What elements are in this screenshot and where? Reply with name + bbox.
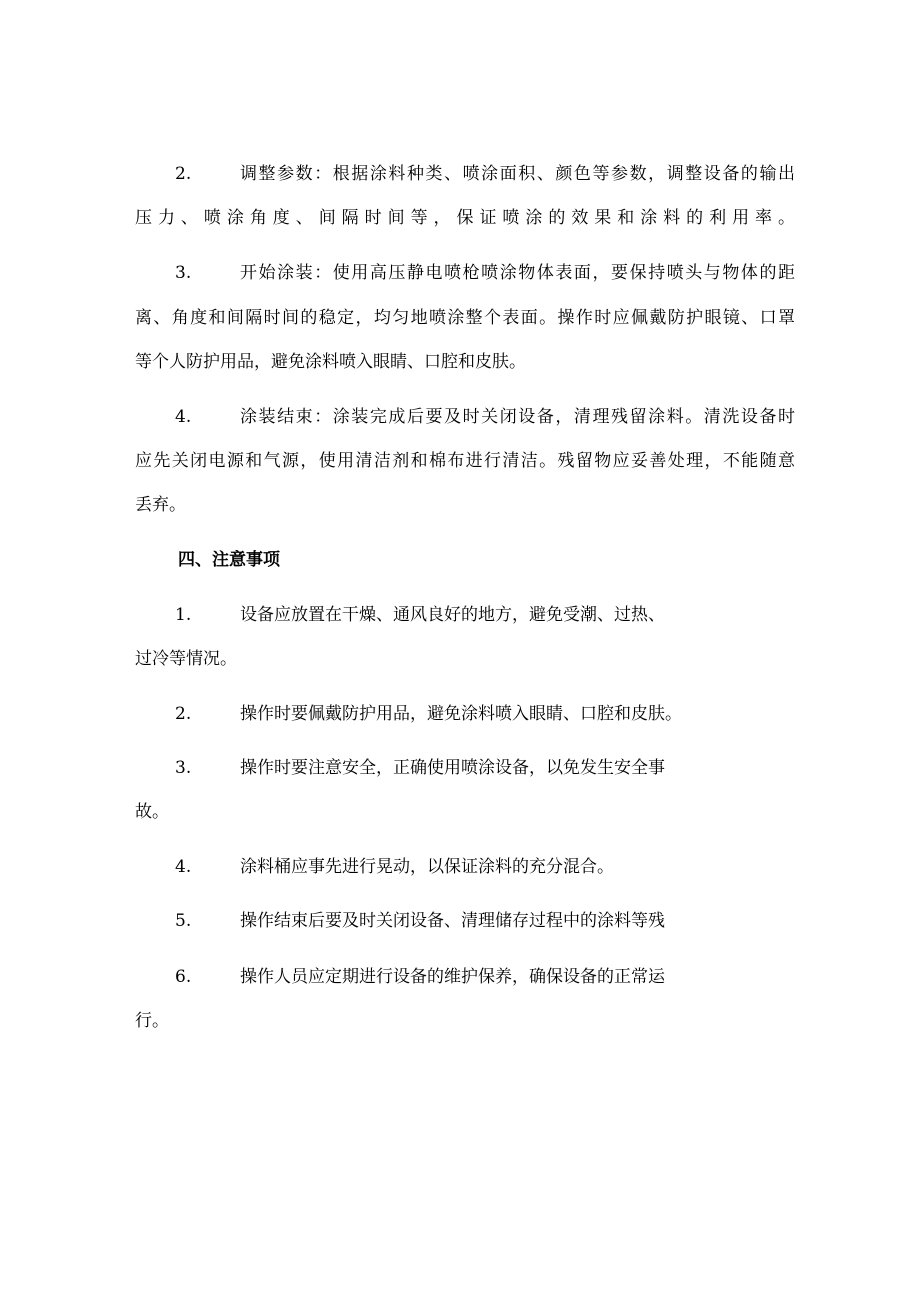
step-text: 调整参数：根据涂料种类、喷涂面积、颜色等参数，调整设备的输出: [240, 164, 795, 184]
step-text-continued: 应先关闭电源和气源，使用清洁剂和棉布进行清洁。残留物应妥善处理，不能随意: [135, 451, 795, 471]
step-text-continued: 等个人防护用品，避免涂料喷入眼睛、口腔和皮肤。: [135, 352, 526, 372]
step-text-continued: 丢弃。: [135, 495, 186, 515]
note-number: 6.: [175, 967, 192, 987]
note-text: 涂料桶应事先进行晃动，以保证涂料的充分混合。: [240, 857, 614, 877]
step-text-continued: 离、角度和间隔时间的稳定，均匀地喷涂整个表面。操作时应佩戴防护眼镜、口罩: [135, 308, 795, 328]
note-text: 操作结束后要及时关闭设备、清理储存过程中的涂料等残: [240, 911, 665, 931]
note-text-continued: 过冷等情况。: [135, 649, 237, 669]
note-number: 4.: [175, 857, 192, 877]
note-number: 5.: [175, 911, 192, 931]
step-number: 3.: [175, 263, 192, 283]
section-heading: 四、注意事项: [178, 550, 280, 570]
note-text-continued: 行。: [135, 1011, 169, 1031]
note-text: 操作人员应定期进行设备的维护保养，确保设备的正常运: [240, 967, 665, 987]
step-number: 2.: [175, 164, 192, 184]
note-number: 3.: [175, 758, 192, 778]
step-text: 开始涂装：使用高压静电喷枪喷涂物体表面，要保持喷头与物体的距: [240, 263, 795, 283]
note-number: 2.: [175, 704, 192, 724]
note-number: 1.: [175, 605, 192, 625]
note-text: 操作时要注意安全，正确使用喷涂设备，以免发生安全事: [240, 758, 665, 778]
step-text: 涂装结束：涂装完成后要及时关闭设备，清理残留涂料。清洗设备时: [240, 407, 795, 427]
step-text-continued: 压力、喷涂角度、间隔时间等，保证喷涂的效果和涂料的利用率。: [135, 208, 795, 228]
note-text-continued: 故。: [135, 802, 169, 822]
note-text: 操作时要佩戴防护用品，避免涂料喷入眼睛、口腔和皮肤。: [240, 704, 682, 724]
step-number: 4.: [175, 407, 192, 427]
note-text: 设备应放置在干燥、通风良好的地方，避免受潮、过热、: [240, 605, 665, 625]
